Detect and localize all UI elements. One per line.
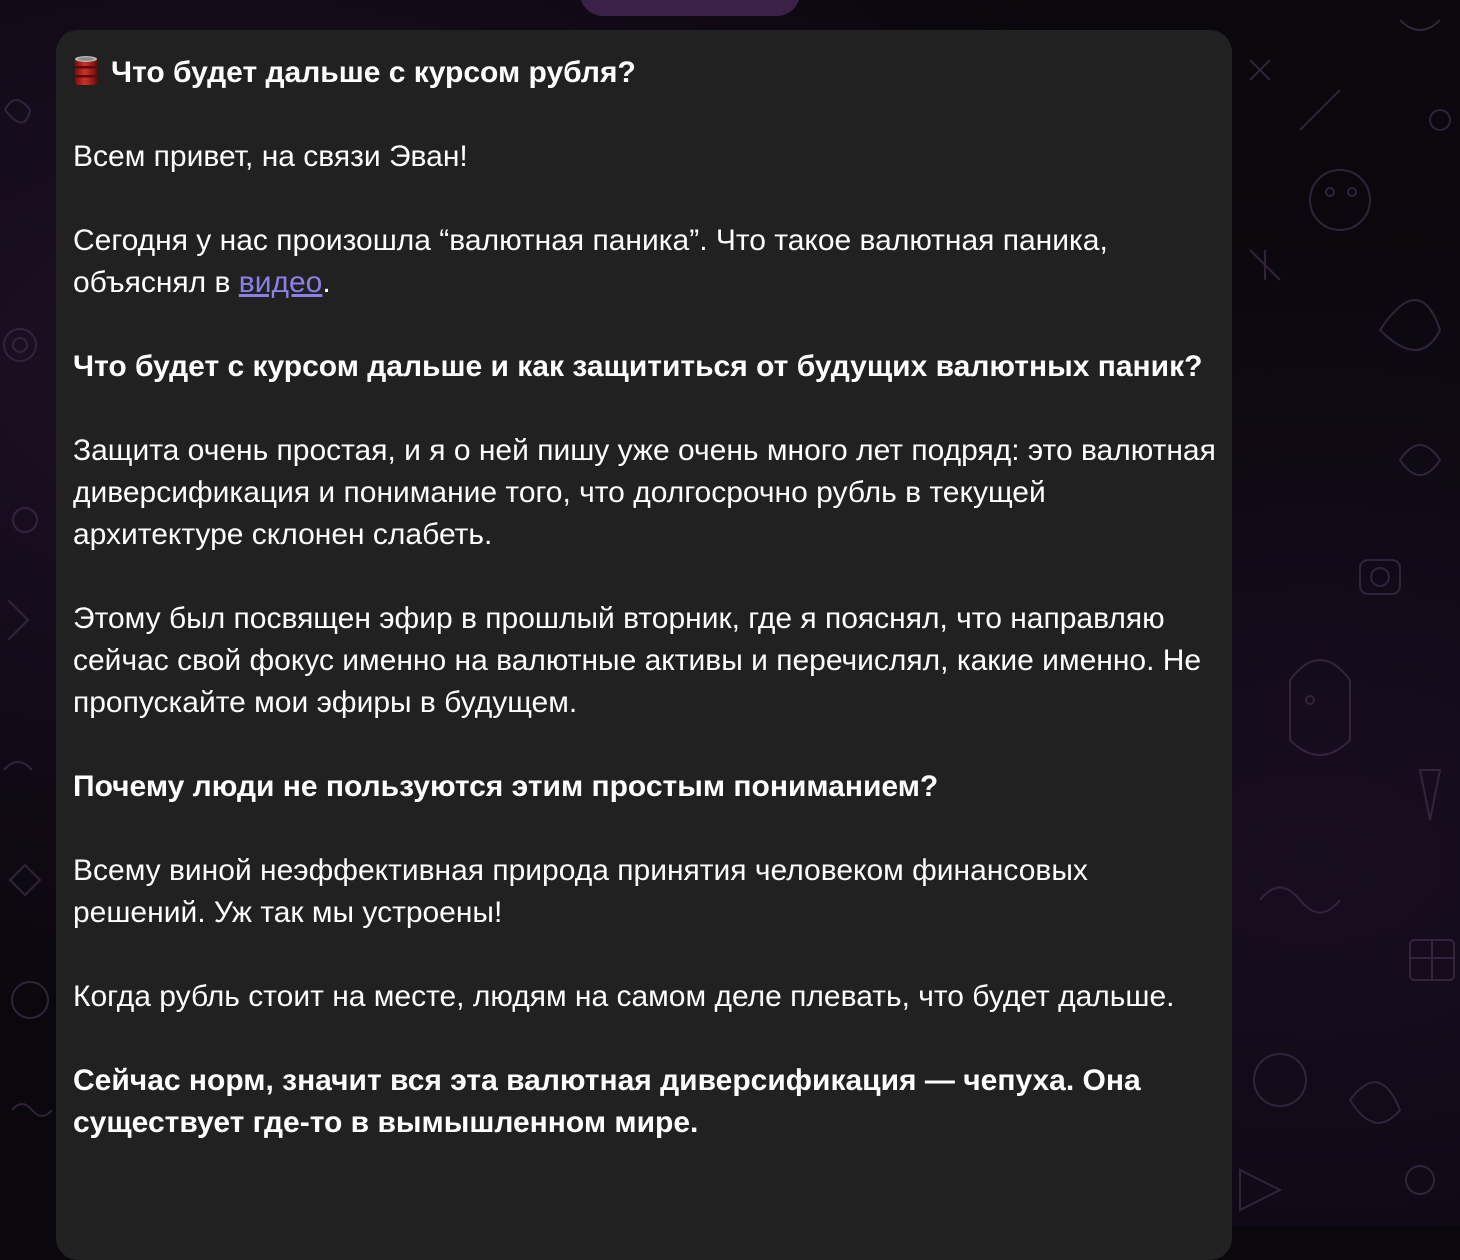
pinned-header-pill[interactable] [580,0,800,16]
intro-period: . [322,266,331,299]
oil-drum-icon [73,55,99,87]
question-heading: Что будет с курсом дальше и как защититься от будущих валютных паник? [73,350,1203,383]
channel-message [56,30,1232,1260]
nature-paragraph: Всему виной неэффективная природа принятия человеком финансовых решений. Уж так мы устроены! [73,854,1088,929]
video-link[interactable]: видео [238,266,323,299]
ruble-paragraph: Когда рубль стоит на месте, людям на самом деле плевать, что будет дальше. [73,980,1175,1013]
stream-paragraph: Этому был посвящен эфир в прошлый вторник, где я пояснял, что направляю сейчас свой фокус именно на валютные активы и перечислял, какие именно. Не пропускайте мои эфиры в будущем. [73,602,1202,719]
protection-paragraph: Защита очень простая, и я о ней пишу уже очень много лет подряд: это валютная диверсификация и понимание того, что долгосрочно рубль в текущей архитектуре склонен слабеть. [73,434,1216,551]
intro-paragraph [73,220,1216,304]
now-paragraph: Сейчас норм, значит вся эта валютная диверсификация — чепуха. Она существует где-то в вымышленном мире. [73,1064,1141,1139]
intro-text: Сегодня у нас произошла “валютная паника”. Что такое валютная паника, объяснял в [73,224,1108,299]
why-heading: Почему люди не пользуются этим простым пониманием? [73,770,939,803]
message-title-text: Что будет дальше с курсом рубля? [111,56,636,89]
greeting-text: Всем привет, на связи Эван! [73,140,468,173]
message-title [73,52,1216,94]
